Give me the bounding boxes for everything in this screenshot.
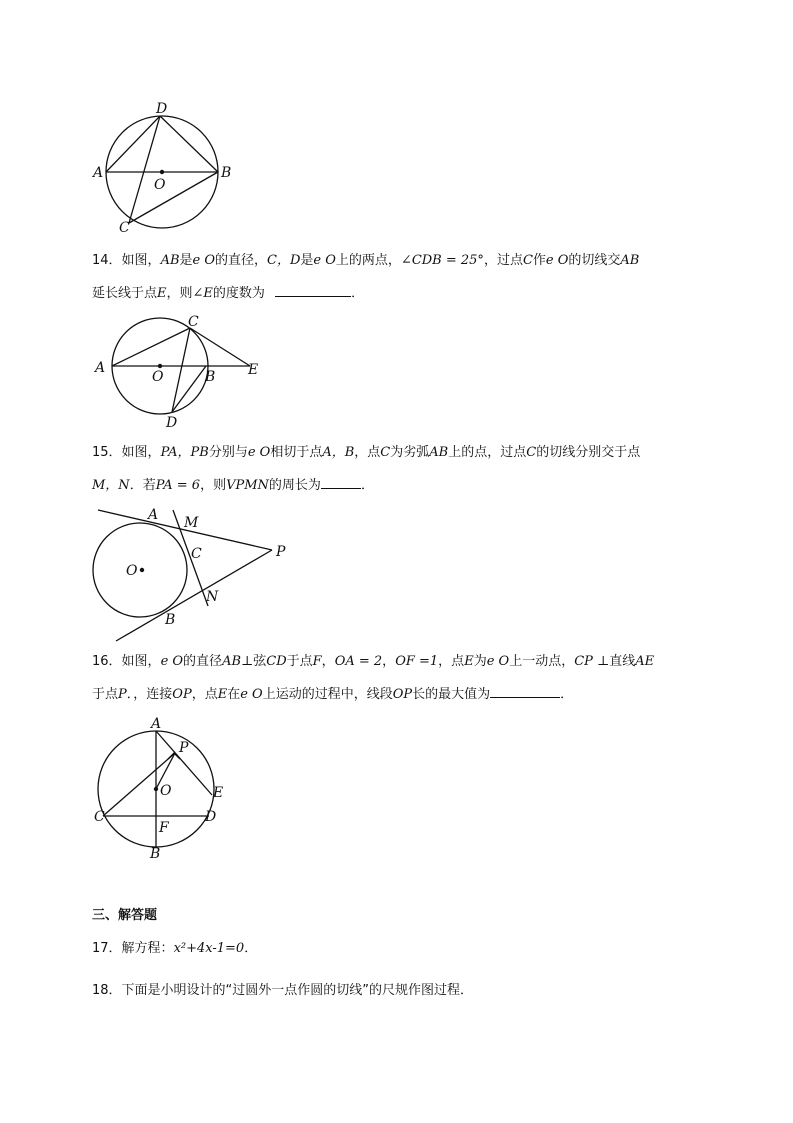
question-number: 18． [92,983,122,998]
label-d: D [205,809,217,825]
label-e: E [213,785,224,801]
question-15-line-2: M，N．若PA = 6，则VPMN的周长为 ． [92,478,374,493]
label-a: A [148,507,159,523]
figure-14-diagram [88,312,268,432]
figure-13-diagram [88,100,238,235]
question-14-line-2: 延长线于点E，则∠E的度数为 ． [92,286,365,301]
question-17: 17．解方程：x²+4x-1=0． [92,941,258,956]
question-14-line-1: 14．如图，AB是e O的直径，C，D是e O上的两点，∠CDB = 25°，过点C作e O的切线交AB [92,253,640,268]
label-o: O [160,783,172,799]
chord-cb [129,172,218,223]
label-d: D [166,415,178,431]
label-o: O [154,177,166,193]
label-p: P [179,740,189,756]
tangent-pb [116,550,272,641]
figure-15-diagram [88,502,298,647]
label-f: F [159,820,169,836]
question-15-line-1: 15．如图，PA，PB分别与e O相切于点A，B，点C为劣弧AB上的点，过点C的切线分别交于点 [92,445,641,460]
question-16-line-2: 于点P．，连接OP，点E在e O上运动的过程中，线段OP长的最大值为 ． [92,687,574,702]
question-number: 14． [92,253,122,268]
label-c: C [119,220,130,235]
question-18: 18．下面是小明设计的“过圆外一点作圆的切线”的尺规作图过程． [92,983,474,998]
question-number: 15． [92,445,122,460]
label-a: A [93,165,104,181]
center-dot [160,170,164,174]
label-c: C [191,546,202,562]
label-o: O [126,563,138,579]
center-dot [158,364,162,368]
label-d: D [156,101,168,117]
label-o: O [152,369,164,385]
center-dot [140,568,144,572]
label-b: B [150,846,161,862]
question-16-line-1: 16．如图，e O的直径AB⊥弦CD于点F，OA = 2，OF =1，点E为e O上一动点，CP ⊥直线AE [92,654,655,669]
answer-blank[interactable] [321,476,361,489]
label-n: N [206,589,219,605]
label-p: P [276,544,286,560]
answer-blank[interactable] [275,284,351,297]
figure-16-diagram [88,712,238,862]
label-e: E [248,362,259,378]
label-a: A [151,716,162,732]
tangent-ce [190,328,250,366]
center-dot [154,787,158,791]
label-c: C [94,809,105,825]
label-a: A [95,360,106,376]
label-m: M [184,515,199,531]
label-b: B [221,165,232,181]
question-number: 17． [92,941,122,956]
question-number: 16． [92,654,122,669]
label-c: C [188,314,199,330]
label-b: B [165,612,176,628]
label-b: B [205,369,216,385]
chord-db [160,116,218,172]
answer-blank[interactable] [490,685,560,698]
section-heading: 三、解答题 [92,908,158,923]
